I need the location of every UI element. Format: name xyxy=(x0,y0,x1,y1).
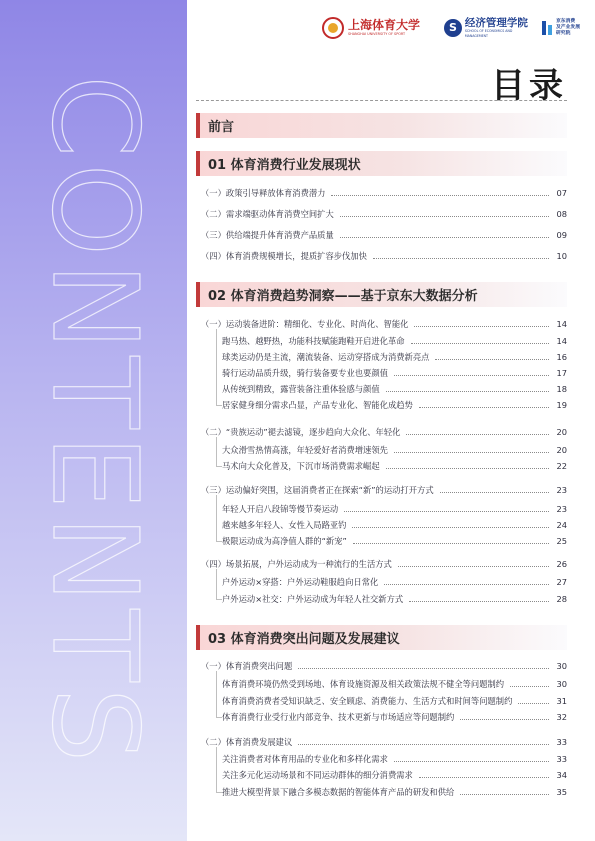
toc-page-number: 08 xyxy=(556,209,567,219)
dot-leader xyxy=(409,601,549,602)
toc-page-number: 14 xyxy=(556,319,567,329)
toc-entry-label: 户外运动×穿搭：户外运动鞋服趋向日常化 xyxy=(222,577,379,587)
toc-entry-label: （二）体育消费发展建议 xyxy=(201,737,293,747)
dot-leader xyxy=(386,391,549,392)
toc-entry[interactable] xyxy=(201,557,567,571)
group-bracket xyxy=(216,329,222,406)
dot-leader xyxy=(373,258,549,259)
toc-subentry[interactable] xyxy=(222,534,567,548)
toc-subentry[interactable] xyxy=(222,350,567,364)
toc-page-number: 20 xyxy=(556,445,567,455)
dot-leader xyxy=(510,686,549,687)
toc-page-number: 33 xyxy=(556,754,567,764)
group-bracket xyxy=(216,671,222,718)
toc-entry[interactable] xyxy=(201,228,567,242)
logo-bar xyxy=(322,14,582,42)
toc-subentry[interactable] xyxy=(222,366,567,380)
section-title: 01 体育消费行业发展现状 xyxy=(208,158,361,173)
toc-entry-label: （一）政策引导释放体育消费潜力 xyxy=(201,188,326,198)
toc-subentry[interactable] xyxy=(222,398,567,412)
dot-leader xyxy=(411,343,549,344)
dot-leader xyxy=(298,744,549,745)
toc-page-number: 35 xyxy=(556,787,567,797)
toc-subentry[interactable] xyxy=(222,677,567,691)
toc-entry-label: 骑行运动品质升级，骑行装备要专业也要颜值 xyxy=(222,368,388,378)
toc-entry-label: 户外运动×社交：户外运动成为年轻人社交新方式 xyxy=(222,594,404,604)
toc-entry-label: （一）运动装备进阶：精细化、专业化、时尚化、智能化 xyxy=(201,319,409,329)
group-bracket xyxy=(216,437,222,467)
toc-page-number: 31 xyxy=(556,696,567,706)
toc-page-number: 26 xyxy=(556,559,567,569)
toc-page-number: 10 xyxy=(556,251,567,261)
dot-leader xyxy=(394,452,549,453)
title-divider xyxy=(196,100,567,101)
section-header xyxy=(196,282,567,307)
toc-page-number: 20 xyxy=(556,427,567,437)
toc-entry-label: 居家健身细分需求凸显，产品专业化、智能化成趋势 xyxy=(222,400,413,410)
university-logo xyxy=(322,17,440,39)
toc-page-number: 16 xyxy=(556,352,567,362)
toc-entry-label: 大众滑雪热情高涨，年轻爱好者消费增速领先 xyxy=(222,445,388,455)
toc-subentry[interactable] xyxy=(222,592,567,606)
toc-entry-label: 推进大模型背景下融合多模态数据的智能体育产品的研发和供给 xyxy=(222,787,455,797)
dot-leader xyxy=(419,777,549,778)
toc-subentry[interactable] xyxy=(222,459,567,473)
toc-page-number: 23 xyxy=(556,485,567,495)
sidebar-band xyxy=(0,0,187,841)
toc-page-number: 19 xyxy=(556,400,567,410)
page-title: 目录 xyxy=(491,66,567,106)
toc-entry-label: 球类运动仍是主流，潮流装备、运动穿搭成为消费新亮点 xyxy=(222,352,430,362)
dot-leader xyxy=(340,216,549,217)
toc-entry-label: 极限运动成为高净值人群的“新宠” xyxy=(222,536,347,546)
toc-page-number: 07 xyxy=(556,188,567,198)
dot-leader xyxy=(384,584,549,585)
dot-leader xyxy=(435,359,549,360)
toc-subentry[interactable] xyxy=(222,710,567,724)
dot-leader xyxy=(419,407,549,408)
dot-leader xyxy=(331,195,549,196)
toc-page-number: 33 xyxy=(556,737,567,747)
section-header xyxy=(196,625,567,650)
section-header xyxy=(196,151,567,176)
university-emblem-icon xyxy=(322,17,344,39)
school-name: 经济管理学院 xyxy=(464,17,528,29)
toc-entry-label: （二）“贵族运动”褪去滤镜，逐步趋向大众化、年轻化 xyxy=(201,427,401,437)
dot-leader xyxy=(440,492,549,493)
toc-entry[interactable] xyxy=(201,207,567,221)
toc-entry-label: 体育消费环境仍然受到场地、体育设施资源及相关政策法规不健全等问题制约 xyxy=(222,679,505,689)
contents-watermark: CONTENTS xyxy=(26,75,164,769)
institute-name-line3: 研究院 xyxy=(556,31,571,36)
toc-entry[interactable] xyxy=(201,317,567,331)
dot-leader xyxy=(353,543,549,544)
section-title: 03 体育消费突出问题及发展建议 xyxy=(208,632,400,647)
toc-entry-label: （四）场景拓展，户外运动成为一种流行的生活方式 xyxy=(201,559,392,569)
toc-page-number: 25 xyxy=(556,536,567,546)
dot-leader xyxy=(344,511,549,512)
dot-leader xyxy=(414,326,549,327)
toc-entry[interactable] xyxy=(201,483,567,497)
university-name: 上海体育大学 xyxy=(348,18,421,32)
toc-entry[interactable] xyxy=(201,186,567,200)
toc-entry[interactable] xyxy=(201,659,567,673)
group-bracket xyxy=(216,569,222,600)
group-bracket xyxy=(216,747,222,793)
dot-leader xyxy=(298,668,549,669)
toc-subentry[interactable] xyxy=(222,575,567,589)
school-name-en: SCHOOL OF ECONOMICS AND MANAGEMENT xyxy=(464,29,513,38)
toc-entry-label: 从传统到精致，露营装备注重体验感与颜值 xyxy=(222,384,380,394)
toc-page-number: 32 xyxy=(556,712,567,722)
toc-entry[interactable] xyxy=(201,425,567,439)
toc-subentry[interactable] xyxy=(222,443,567,457)
toc-page-number: 18 xyxy=(556,384,567,394)
school-emblem-icon: S xyxy=(444,19,462,37)
toc-entry-label: （三）运动偏好突围，这届消费者正在探索“新”的运动打开方式 xyxy=(201,485,434,495)
toc-page-number: 23 xyxy=(556,504,567,514)
toc-entry-label: 体育消费消费者受知识缺乏、安全顾虑、消费能力、生活方式和时间等问题制约 xyxy=(222,696,513,706)
dot-leader xyxy=(394,761,549,762)
dot-leader xyxy=(460,719,549,720)
toc-entry[interactable] xyxy=(201,735,567,749)
toc-entry[interactable] xyxy=(201,249,567,263)
toc-page-number: 09 xyxy=(556,230,567,240)
group-bracket xyxy=(216,495,222,542)
toc-entry-label: 关注多元化运动场景和不同运动群体的细分消费需求 xyxy=(222,770,413,780)
toc-page-number: 17 xyxy=(556,368,567,378)
dot-leader xyxy=(340,237,549,238)
toc-page-number: 27 xyxy=(556,577,567,587)
toc-subentry[interactable] xyxy=(222,694,567,708)
school-logo xyxy=(444,17,536,39)
dot-leader xyxy=(386,468,549,469)
toc-entry-label: （四）体育消费规模增长，提质扩容步伐加快 xyxy=(201,251,367,261)
dot-leader xyxy=(518,703,549,704)
toc-page-number: 24 xyxy=(556,520,567,530)
dot-leader xyxy=(352,527,549,528)
section-title: 02 体育消费趋势洞察——基于京东大数据分析 xyxy=(208,289,478,304)
dot-leader xyxy=(398,566,549,567)
dot-leader xyxy=(460,794,549,795)
university-name-en: SHANGHAI UNIVERSITY OF SPORT xyxy=(348,32,406,36)
institute-name-line1: 京东消费 xyxy=(556,19,576,24)
institute-name-line2: 及产业发展 xyxy=(556,25,580,30)
toc-subentry[interactable] xyxy=(222,382,567,396)
toc-entry-label: 越来越多年轻人、女性入局路亚钓 xyxy=(222,520,347,530)
toc-entry-label: 年轻人开启八段锦等慢节奏运动 xyxy=(222,504,339,514)
toc-entry-label: 关注消费者对体育用品的专业化和多样化需求 xyxy=(222,754,388,764)
toc-subentry[interactable] xyxy=(222,518,567,532)
toc-subentry[interactable] xyxy=(222,502,567,516)
dot-leader xyxy=(394,375,549,376)
dot-leader xyxy=(406,434,549,435)
toc-entry-label: （一）体育消费突出问题 xyxy=(201,661,293,671)
toc-entry-label: 体育消费行业受行业内部竞争、技术更新与市场适应等问题制约 xyxy=(222,712,455,722)
toc-subentry[interactable] xyxy=(222,785,567,799)
institute-emblem-icon xyxy=(542,21,553,35)
toc-subentry[interactable] xyxy=(222,768,567,782)
toc-entry-label: （二）需求端驱动体育消费空间扩大 xyxy=(201,209,334,219)
toc-entry-label: 跑马热、越野热，功能科技赋能跑鞋开启进化革命 xyxy=(222,336,405,346)
toc-page-number: 22 xyxy=(556,461,567,471)
toc-subentry[interactable] xyxy=(222,334,567,348)
institute-logo xyxy=(542,19,580,37)
toc-page-number: 30 xyxy=(556,679,567,689)
toc-page-number: 34 xyxy=(556,770,567,780)
section-header xyxy=(196,113,567,138)
toc-page-number: 14 xyxy=(556,336,567,346)
toc-entry-label: 马术向大众化普及，下沉市场消费需求崛起 xyxy=(222,461,380,471)
toc-page-number: 28 xyxy=(556,594,567,604)
toc-subentry[interactable] xyxy=(222,752,567,766)
section-title: 前言 xyxy=(208,120,235,135)
toc-entry-label: （三）供给端提升体育消费产品质量 xyxy=(201,230,334,240)
toc-page-number: 30 xyxy=(556,661,567,671)
